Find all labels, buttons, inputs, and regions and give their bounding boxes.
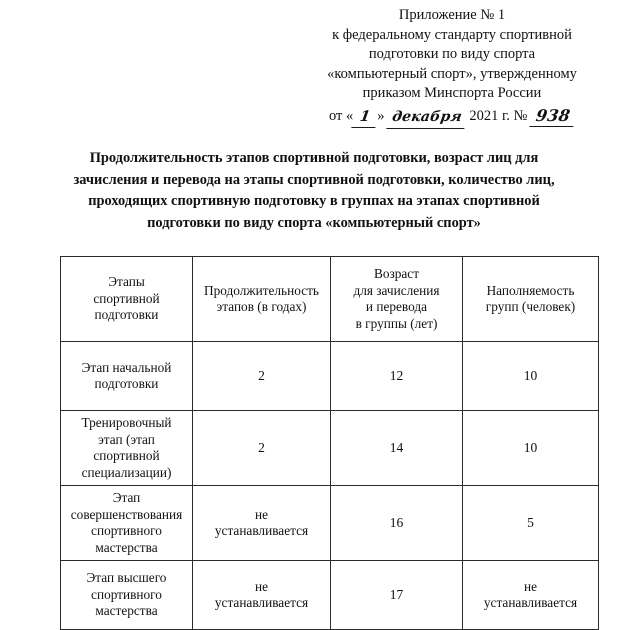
cell-stage-line-1: Этап начальной: [81, 359, 172, 375]
column-header-duration: [193, 257, 331, 342]
handwritten-order-number: 938: [529, 106, 576, 127]
cell-duration-line-1: не: [254, 506, 269, 522]
cell-stage-line-1: Этап: [112, 490, 141, 505]
column-header-age-line-3: и перевода: [365, 299, 428, 314]
cell-duration: [193, 561, 331, 630]
cell-capacity: [463, 561, 599, 630]
column-header-duration-line-1: Продолжительность: [204, 282, 319, 298]
order-date-mid: »: [377, 107, 385, 124]
table-header-row: [61, 257, 599, 342]
cell-age-line-1: 17: [389, 586, 404, 602]
cell-age-line-1: 14: [389, 439, 404, 455]
cell-stage-line-4: мастерства: [95, 539, 158, 555]
cell-capacity-line-1: 10: [523, 439, 538, 455]
cell-stage-line-3: мастерства: [95, 603, 158, 619]
order-date-line: [282, 105, 622, 128]
page-title-line-4: подготовки по виду спорта «компьютерный спорт»: [147, 214, 481, 231]
sport-training-stages-table: [60, 256, 599, 630]
cell-duration-line-2: устанавливается: [214, 523, 309, 538]
cell-capacity-line-1: 5: [527, 514, 534, 530]
page-title-line-2: зачисления и перевода на этапы спортивной подготовки, количество лиц,: [73, 171, 555, 188]
cell-duration-line-1: 2: [258, 439, 265, 455]
appendix-line-4: «компьютерный спорт», утвержденному: [327, 65, 577, 82]
page-title-line-1: Продолжительность этапов спортивной подготовки, возраст лиц для: [89, 150, 539, 166]
cell-duration: [193, 486, 331, 561]
cell-age: [331, 411, 463, 486]
table-row: [61, 411, 599, 486]
column-header-capacity-line-1: Наполняемость: [486, 282, 575, 298]
column-header-age: [331, 257, 463, 342]
column-header-age-line-1: Возраст: [373, 266, 420, 281]
cell-capacity: [463, 342, 599, 411]
cell-stage: [61, 486, 193, 561]
sport-training-stages-table-wrapper: [60, 256, 598, 630]
cell-duration-line-1: 2: [258, 367, 265, 383]
column-header-capacity-line-2: групп (человек): [485, 299, 576, 314]
handwritten-day: 1: [352, 107, 379, 128]
column-header-capacity: [463, 257, 599, 342]
cell-stage-line-2: подготовки: [94, 376, 159, 391]
cell-stage-line-2: спортивного: [91, 586, 162, 602]
cell-duration-line-2: устанавливается: [214, 595, 309, 610]
cell-stage-line-4: специализации): [81, 464, 172, 480]
order-year-label: 2021 г. №: [469, 107, 528, 124]
column-header-stages-line-1: Этапы: [108, 274, 145, 290]
appendix-line-3: подготовки по виду спорта: [368, 46, 536, 62]
appendix-reference-block: [282, 6, 622, 127]
cell-stage: [61, 561, 193, 630]
cell-age-line-1: 16: [389, 514, 404, 530]
page-title-line-3: проходящих спортивную подготовку в группах на этапах спортивной: [88, 193, 540, 209]
cell-stage-line-1: Этап высшего: [86, 570, 167, 586]
appendix-line-5: приказом Минспорта России: [362, 85, 542, 101]
appendix-line-2: к федеральному стандарту спортивной: [332, 26, 572, 43]
column-header-stages: [61, 257, 193, 342]
cell-capacity: [463, 486, 599, 561]
cell-stage-line-1: Тренировочный: [81, 415, 172, 430]
table-row: [61, 342, 599, 411]
column-header-age-line-2: для зачисления: [353, 282, 440, 298]
cell-capacity-line-1: не: [523, 578, 538, 594]
table-row: [61, 486, 599, 561]
cell-stage: [61, 411, 193, 486]
cell-capacity-line-1: 10: [523, 367, 538, 383]
cell-age-line-1: 12: [389, 367, 404, 383]
column-header-stages-line-2: спортивной: [93, 290, 160, 306]
table-row: [61, 561, 599, 630]
order-date-prefix: от «: [328, 107, 354, 124]
cell-stage-line-3: спортивной: [93, 448, 160, 463]
cell-stage-line-3: спортивного: [91, 523, 162, 538]
column-header-duration-line-2: этапов (в годах): [216, 299, 307, 314]
appendix-line-1: Приложение № 1: [398, 7, 506, 23]
column-header-stages-line-3: подготовки: [94, 307, 159, 323]
column-header-age-line-4: в группы (лет): [355, 315, 438, 331]
page-title: [58, 148, 570, 234]
cell-duration: [193, 411, 331, 486]
cell-stage-line-2: совершенствования: [70, 506, 183, 522]
cell-age: [331, 561, 463, 630]
cell-capacity-line-2: устанавливается: [483, 595, 578, 610]
cell-age: [331, 342, 463, 411]
cell-duration-line-1: не: [254, 578, 269, 594]
cell-stage-line-2: этап (этап: [98, 431, 155, 447]
handwritten-month: декабря: [386, 108, 467, 129]
cell-stage: [61, 342, 193, 411]
cell-age: [331, 486, 463, 561]
cell-capacity: [463, 411, 599, 486]
cell-duration: [193, 342, 331, 411]
